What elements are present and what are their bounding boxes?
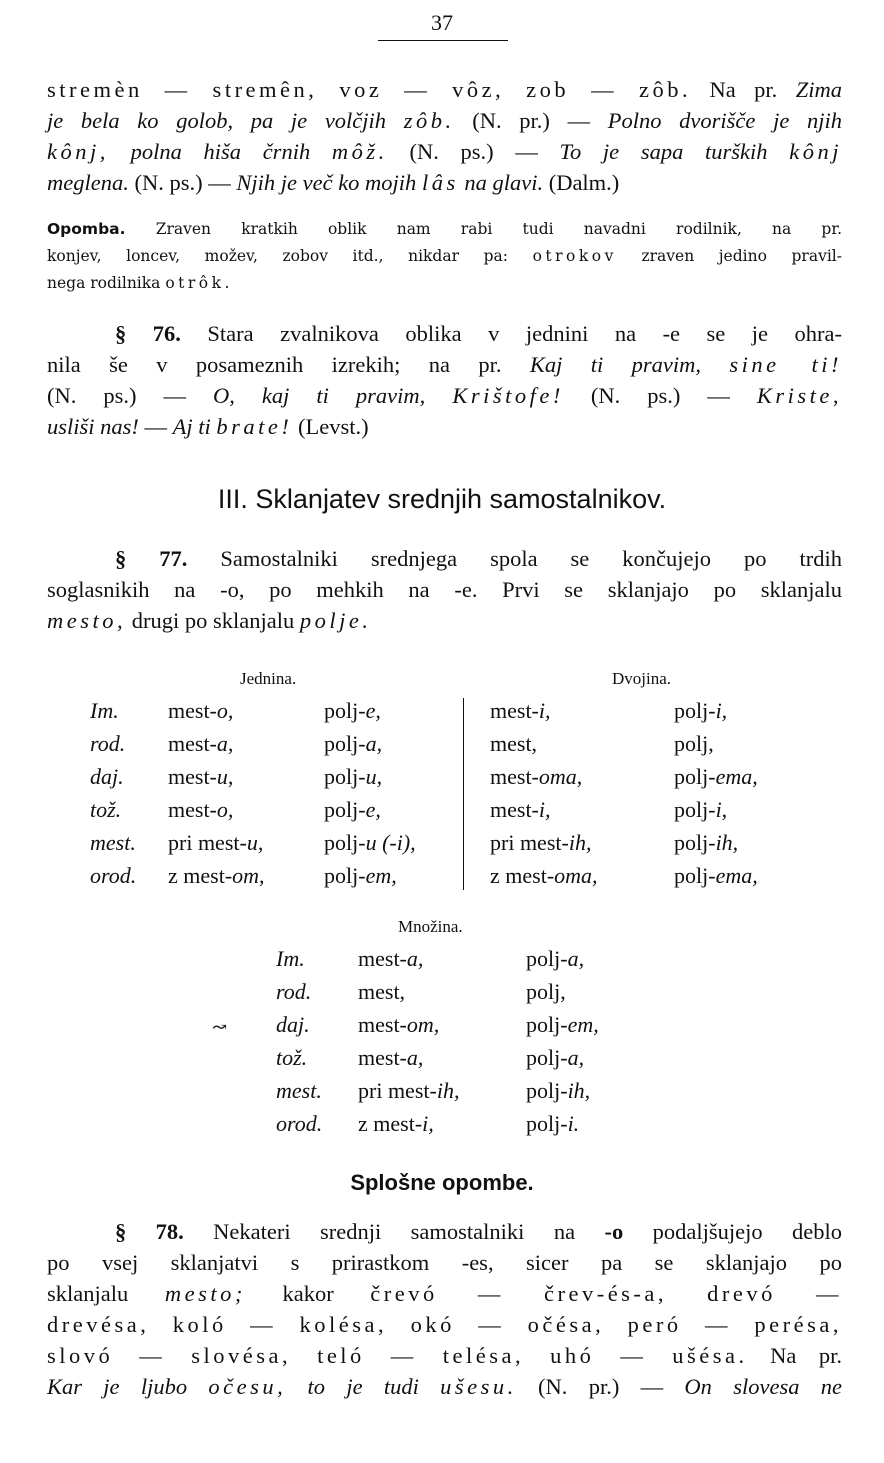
text-run: nega rodilnika xyxy=(47,274,166,292)
text-run: soglasnikih na -o, po mehkih na -e. Prvi se sklanjajo po sklanjalu xyxy=(47,577,842,602)
text-run: po vsej sklanjatvi s prirastkom -es, sicer pa se sklanjajo po xyxy=(47,1250,842,1275)
text-run: (N. pr.) — xyxy=(454,108,608,133)
text-run: (N. ps.) — xyxy=(128,170,237,195)
cell-text: i. xyxy=(567,1111,580,1136)
dvojina-mesto-cell xyxy=(490,731,537,757)
cell-text: om, xyxy=(406,1012,440,1037)
note-line xyxy=(47,243,842,270)
dvojina-polje-cell xyxy=(674,731,714,757)
text-run: zôb. xyxy=(403,108,455,133)
text-run: Samostalniki srednjega spola se končujejo po trdih xyxy=(187,546,842,571)
page-number: 37 xyxy=(431,10,453,35)
cell-text: ih, xyxy=(568,830,592,855)
case-label xyxy=(276,946,305,972)
text-line xyxy=(47,349,842,380)
cell-text: tož. xyxy=(276,1045,308,1070)
dvojina-polje-cell xyxy=(674,698,727,724)
text-line xyxy=(47,105,842,136)
cell-text: a, xyxy=(406,1045,424,1070)
cell-text: a, xyxy=(567,946,585,971)
cell-text: mest, xyxy=(490,731,538,756)
jednina-polje-cell xyxy=(324,698,381,724)
text-run: Kar je ljubo xyxy=(47,1374,209,1399)
cell-text: polj- xyxy=(526,1012,568,1037)
case-label xyxy=(90,830,136,856)
text-run: § 78. xyxy=(115,1219,184,1244)
text-run: brate! xyxy=(216,414,293,439)
cell-text: pri mest- xyxy=(168,830,247,855)
text-run: O, kaj ti pravim, xyxy=(213,383,453,408)
cell-text: oma, xyxy=(538,764,583,789)
cell-text: e, xyxy=(365,797,381,822)
mnozina-polje-cell xyxy=(526,979,566,1005)
text-line xyxy=(47,411,842,442)
dvojina-mesto-cell xyxy=(490,764,582,790)
cell-text: a, xyxy=(216,731,234,756)
cell-text: polj- xyxy=(324,830,366,855)
table-divider xyxy=(463,698,464,890)
mnozina-polje-cell xyxy=(526,946,584,972)
text-run: nila še v posameznih izrekih; na pr. xyxy=(47,352,530,377)
cell-text: polj- xyxy=(324,731,366,756)
case-label xyxy=(90,731,125,757)
case-label xyxy=(276,1078,322,1104)
cell-text: om, xyxy=(232,863,265,888)
cell-text: a, xyxy=(567,1045,585,1070)
case-label xyxy=(276,1012,310,1038)
text-run: ušesu. xyxy=(440,1374,517,1399)
cell-text: Im. xyxy=(276,946,305,971)
cell-text: em, xyxy=(567,1012,599,1037)
cell-text: daj. xyxy=(276,1012,310,1037)
cell-text: mest- xyxy=(358,1045,407,1070)
text-run: Zima xyxy=(795,77,842,102)
text-line xyxy=(47,1216,842,1247)
opomba-note xyxy=(47,216,842,297)
text-line xyxy=(47,1247,842,1278)
cell-text: mest- xyxy=(168,731,217,756)
cell-text: orod. xyxy=(90,863,137,888)
cell-text: polj- xyxy=(526,1078,568,1103)
mnozina-mesto-cell xyxy=(358,1012,439,1038)
section-76 xyxy=(47,318,842,442)
text-line xyxy=(47,1340,842,1371)
cell-text: mest- xyxy=(490,698,539,723)
cell-text: polj- xyxy=(526,946,568,971)
text-run: črevó — črev-és-a, drevó — xyxy=(370,1281,842,1306)
cell-text: polj- xyxy=(324,764,366,789)
text-run: polna hiša črnih xyxy=(108,139,332,164)
jednina-mesto-cell xyxy=(168,863,265,889)
jednina-mesto-cell xyxy=(168,797,233,823)
cell-text: o, xyxy=(216,797,234,822)
cell-text: z mest- xyxy=(490,863,555,888)
cell-text: Im. xyxy=(90,698,119,723)
cell-text: ih, xyxy=(567,1078,591,1103)
cell-text: mest- xyxy=(168,764,217,789)
text-run: otrôk. xyxy=(165,274,233,292)
dvojina-label: Dvojina. xyxy=(612,669,672,688)
text-run: Na pr. xyxy=(747,1343,842,1368)
section-78 xyxy=(47,1216,842,1402)
text-run: (Levst.) xyxy=(292,414,369,439)
dvojina-mesto-cell xyxy=(490,698,551,724)
text-run: Aj ti xyxy=(172,414,217,439)
text-run: Kaj ti pravim, xyxy=(529,352,730,377)
text-run: mesto, xyxy=(47,608,127,633)
cell-text: ema, xyxy=(715,764,758,789)
jednina-polje-cell xyxy=(324,863,397,889)
mnozina-label: Množina. xyxy=(398,917,463,936)
dvojina-polje-cell xyxy=(674,797,727,823)
mnozina-polje-cell xyxy=(526,1078,590,1104)
mnozina-mesto-cell xyxy=(358,946,423,972)
text-run: na glavi. xyxy=(458,170,544,195)
section-heading-splosne: Splošne opombe. xyxy=(350,1170,534,1195)
opomba-label: Opomba. xyxy=(47,220,126,238)
cell-text: mest- xyxy=(358,1012,407,1037)
cell-text: rod. xyxy=(90,731,126,756)
cell-text: polj- xyxy=(526,1111,568,1136)
text-run: sine ti! xyxy=(729,352,842,377)
text-line xyxy=(47,543,842,574)
cell-text: mest. xyxy=(276,1078,322,1103)
cell-text: polj, xyxy=(674,731,714,756)
cell-text: polj- xyxy=(324,863,366,888)
text-run: Polno dvorišče je njih xyxy=(607,108,842,133)
text-run: drugi po sklanjalu xyxy=(126,608,300,633)
text-line xyxy=(47,1278,842,1309)
section-77 xyxy=(47,543,842,636)
cell-text: i, xyxy=(715,698,728,723)
text-run: môž. xyxy=(331,139,388,164)
cell-text: ema, xyxy=(715,863,758,888)
jednina-polje-cell xyxy=(324,731,382,757)
text-run: § 77. xyxy=(115,546,188,571)
text-line xyxy=(47,1371,842,1402)
cell-text: mest- xyxy=(490,797,539,822)
cell-text: polj- xyxy=(324,797,366,822)
text-run: je bela ko golob, pa je volčjih xyxy=(47,108,404,133)
text-run: (Dalm.) xyxy=(543,170,620,195)
jednina-mesto-cell xyxy=(168,830,263,856)
text-line xyxy=(47,167,842,198)
cell-text: i, xyxy=(538,698,551,723)
jednina-mesto-cell xyxy=(168,698,233,724)
cell-text: ih, xyxy=(436,1078,460,1103)
cell-text: daj. xyxy=(90,764,124,789)
note-text xyxy=(126,220,842,238)
case-label xyxy=(90,764,124,790)
cell-text: ih, xyxy=(715,830,739,855)
cell-text: oma, xyxy=(554,863,598,888)
cell-text: u, xyxy=(365,764,383,789)
cell-text: polj- xyxy=(674,830,716,855)
text-run: kônj xyxy=(789,139,842,164)
cell-text: i, xyxy=(538,797,551,822)
text-run: On slovesa ne xyxy=(684,1374,842,1399)
text-run: očesu, xyxy=(208,1374,287,1399)
cell-text: u, xyxy=(246,830,264,855)
cell-text: mest- xyxy=(168,797,217,822)
text-run: stremèn — stremên, voz — vôz, zob — zôb. xyxy=(47,77,692,102)
cell-text: pri mest- xyxy=(358,1078,437,1103)
cell-text: polj- xyxy=(324,698,366,723)
intro-paragraph xyxy=(47,74,842,198)
mnozina-mesto-cell xyxy=(358,1045,423,1071)
text-run: Krištofe! xyxy=(452,383,564,408)
text-run: Stara zvalnikova oblika v jednini na -e se je ohra- xyxy=(180,321,843,346)
mnozina-mesto-cell xyxy=(358,1111,434,1137)
cell-text: polj- xyxy=(674,863,716,888)
text-run: usliši nas! xyxy=(47,414,139,439)
text-run: — xyxy=(138,414,173,439)
text-run: otrokov xyxy=(532,247,617,265)
case-label xyxy=(90,797,121,823)
text-line xyxy=(47,318,842,349)
text-line xyxy=(47,1309,842,1340)
text-run: Na pr. xyxy=(691,77,796,102)
text-run: slovó — slovésa, teló — telésa, uhó — ušésa. xyxy=(47,1343,748,1368)
cell-text: orod. xyxy=(276,1111,323,1136)
text-line xyxy=(47,380,842,411)
text-run: drevésa, koló — kolésa, okó — očésa, peró — perésa, xyxy=(47,1312,842,1337)
text-run: polje. xyxy=(299,608,372,633)
text-run: podaljšujejo deblo xyxy=(623,1219,842,1244)
cell-text: u, xyxy=(216,764,234,789)
cell-text: tož. xyxy=(90,797,122,822)
text-run: konjev, loncev, možev, zobov itd., nikdar pa: xyxy=(47,247,533,265)
case-label xyxy=(90,698,119,724)
cell-text: rod. xyxy=(276,979,312,1004)
cell-text: polj- xyxy=(674,797,716,822)
cell-text: polj, xyxy=(526,979,566,1004)
cell-text: pri mest- xyxy=(490,830,569,855)
mnozina-polje-cell xyxy=(526,1045,584,1071)
case-label xyxy=(276,1111,322,1137)
cell-text: mest- xyxy=(490,764,539,789)
cell-text: mest. xyxy=(90,830,136,855)
jednina-label: Jednina. xyxy=(240,669,297,688)
cell-text: a, xyxy=(365,731,383,756)
dvojina-mesto-cell xyxy=(490,797,551,823)
cell-text: z mest- xyxy=(168,863,233,888)
jednina-mesto-cell xyxy=(168,764,233,790)
text-run: meglena. xyxy=(47,170,129,195)
mnozina-polje-cell xyxy=(526,1012,599,1038)
cell-text: polj- xyxy=(526,1045,568,1070)
case-label xyxy=(276,979,311,1005)
cell-text: i, xyxy=(715,797,728,822)
case-label xyxy=(276,1045,307,1071)
text-run: (N. ps.) — xyxy=(387,139,560,164)
cell-text: z mest- xyxy=(358,1111,423,1136)
text-run: kônj, xyxy=(47,139,109,164)
dvojina-mesto-cell xyxy=(490,830,591,856)
jednina-polje-cell xyxy=(324,830,416,856)
text-run: kakor xyxy=(245,1281,371,1306)
jednina-mesto-cell xyxy=(168,731,233,757)
cell-text: mest, xyxy=(358,979,406,1004)
cell-text: polj- xyxy=(674,698,716,723)
text-line xyxy=(47,605,842,636)
cell-text: e, xyxy=(365,698,381,723)
dvojina-mesto-cell xyxy=(490,863,598,889)
dvojina-polje-cell xyxy=(674,863,758,889)
section-heading-iii: III. Sklanjatev srednjih samostalnikov. xyxy=(217,484,667,514)
text-run: lâs xyxy=(421,170,459,195)
cell-text: polj- xyxy=(674,764,716,789)
text-run: Njih je več ko mojih xyxy=(236,170,422,195)
text-run: § 76. xyxy=(115,321,181,346)
text-run: sklanjalu xyxy=(47,1281,165,1306)
note-line xyxy=(47,216,842,243)
mnozina-mesto-cell xyxy=(358,979,405,1005)
text-line xyxy=(47,136,842,167)
note-line xyxy=(47,270,842,297)
cell-text: mest- xyxy=(358,946,407,971)
cell-text: u (-i), xyxy=(365,830,416,855)
case-label xyxy=(90,863,136,889)
text-run: Nekateri srednji samostalniki na xyxy=(183,1219,605,1244)
cell-text: mest- xyxy=(168,698,217,723)
cell-text: i, xyxy=(422,1111,434,1136)
cell-text: em, xyxy=(365,863,397,888)
mnozina-mesto-cell xyxy=(358,1078,459,1104)
text-run: mesto; xyxy=(164,1281,246,1306)
text-line xyxy=(47,574,842,605)
cell-text: a, xyxy=(406,946,424,971)
text-line xyxy=(47,74,842,105)
dvojina-polje-cell xyxy=(674,764,758,790)
jednina-polje-cell xyxy=(324,797,381,823)
margin-mark: ↝ xyxy=(212,1017,228,1037)
text-run: (N. ps.) — xyxy=(563,383,757,408)
dvojina-polje-cell xyxy=(674,830,738,856)
cell-text: o, xyxy=(216,698,234,723)
page-number-rule xyxy=(378,40,508,41)
text-run: Kriste, xyxy=(756,383,842,408)
text-run: (N. pr.) — xyxy=(516,1374,685,1399)
mnozina-polje-cell xyxy=(526,1111,579,1137)
text-run: to je tudi xyxy=(286,1374,441,1399)
text-run: To je sapa turških xyxy=(559,139,790,164)
text-run: zraven jedino pravil- xyxy=(616,247,842,265)
text-run: Zraven kratkih oblik nam rabi tudi navadni rodilnik, na pr. xyxy=(125,220,842,238)
jednina-polje-cell xyxy=(324,764,382,790)
text-run: -o xyxy=(604,1219,624,1244)
text-run: (N. ps.) — xyxy=(47,383,214,408)
